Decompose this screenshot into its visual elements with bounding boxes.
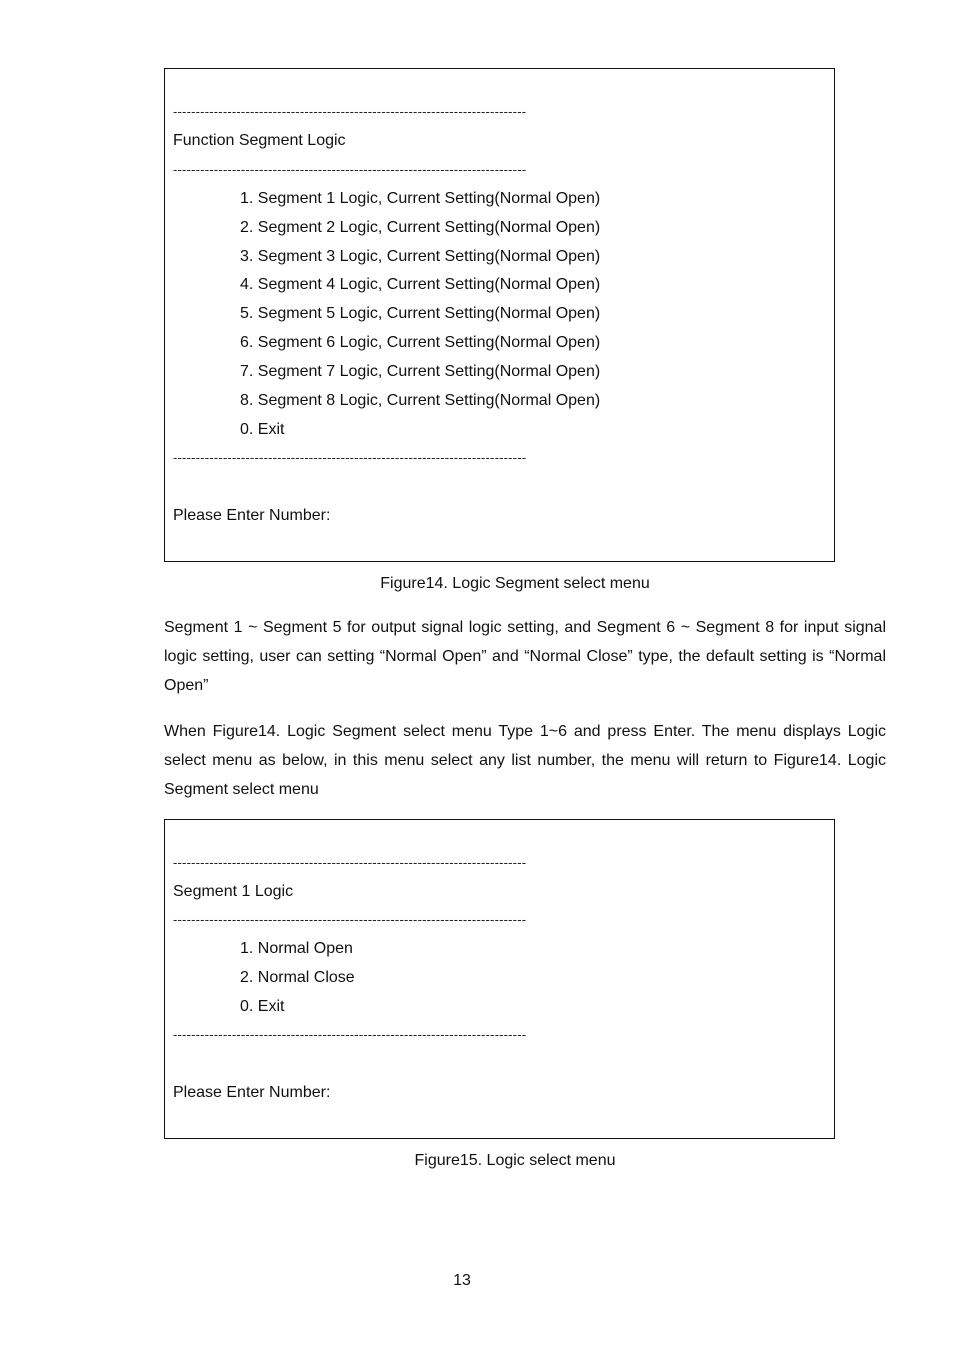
menu-item-normal-open: 1. Normal Open	[240, 940, 353, 957]
menu-item-segment-8: 8. Segment 8 Logic, Current Setting(Normal Open)	[240, 392, 601, 409]
separator-line: ------------------------------------------------------------------------------	[173, 450, 527, 465]
separator-line: ------------------------------------------------------------------------------	[173, 912, 527, 927]
figure15-terminal-box	[164, 819, 835, 1139]
menu-item-segment-7: 7. Segment 7 Logic, Current Setting(Normal Open)	[240, 363, 601, 380]
menu-item-normal-close: 2. Normal Close	[240, 969, 355, 986]
separator-line: ------------------------------------------------------------------------------	[173, 855, 527, 870]
menu-item-exit: 0. Exit	[240, 998, 285, 1015]
input-prompt: Please Enter Number:	[173, 507, 331, 524]
separator-line: ------------------------------------------------------------------------------	[173, 162, 527, 177]
figure14-terminal-box	[164, 68, 835, 562]
menu-item-segment-4: 4. Segment 4 Logic, Current Setting(Normal Open)	[240, 276, 601, 293]
menu-item-segment-5: 5. Segment 5 Logic, Current Setting(Normal Open)	[240, 305, 601, 322]
menu-item-segment-1: 1. Segment 1 Logic, Current Setting(Normal Open)	[240, 190, 601, 207]
body-paragraph-2: When Figure14. Logic Segment select menu Type 1~6 and press Enter. The menu displays Logic select menu as below, in this menu select any list number, the menu will return to Figure14. Logic Segment select menu	[164, 723, 886, 798]
menu-item-segment-2: 2. Segment 2 Logic, Current Setting(Normal Open)	[240, 219, 601, 236]
menu-item-segment-3: 3. Segment 3 Logic, Current Setting(Normal Open)	[240, 248, 601, 265]
menu-item-exit: 0. Exit	[240, 421, 285, 438]
separator-line: ------------------------------------------------------------------------------	[173, 1027, 527, 1042]
figure15-caption: Figure15. Logic select menu	[414, 1152, 616, 1169]
separator-line: ------------------------------------------------------------------------------	[173, 104, 527, 119]
menu-title: Function Segment Logic	[173, 132, 346, 149]
menu-item-segment-6: 6. Segment 6 Logic, Current Setting(Normal Open)	[240, 334, 601, 351]
input-prompt: Please Enter Number:	[173, 1084, 331, 1101]
figure14-caption: Figure14. Logic Segment select menu	[380, 575, 650, 592]
menu-title: Segment 1 Logic	[173, 883, 294, 900]
page-number: 13	[453, 1272, 471, 1289]
body-paragraph-1: Segment 1 ~ Segment 5 for output signal logic setting, and Segment 6 ~ Segment 8 for input signal logic setting, user can setting “Normal Open” and “Normal Close” type, the default setting is “Normal Open”	[164, 619, 886, 694]
